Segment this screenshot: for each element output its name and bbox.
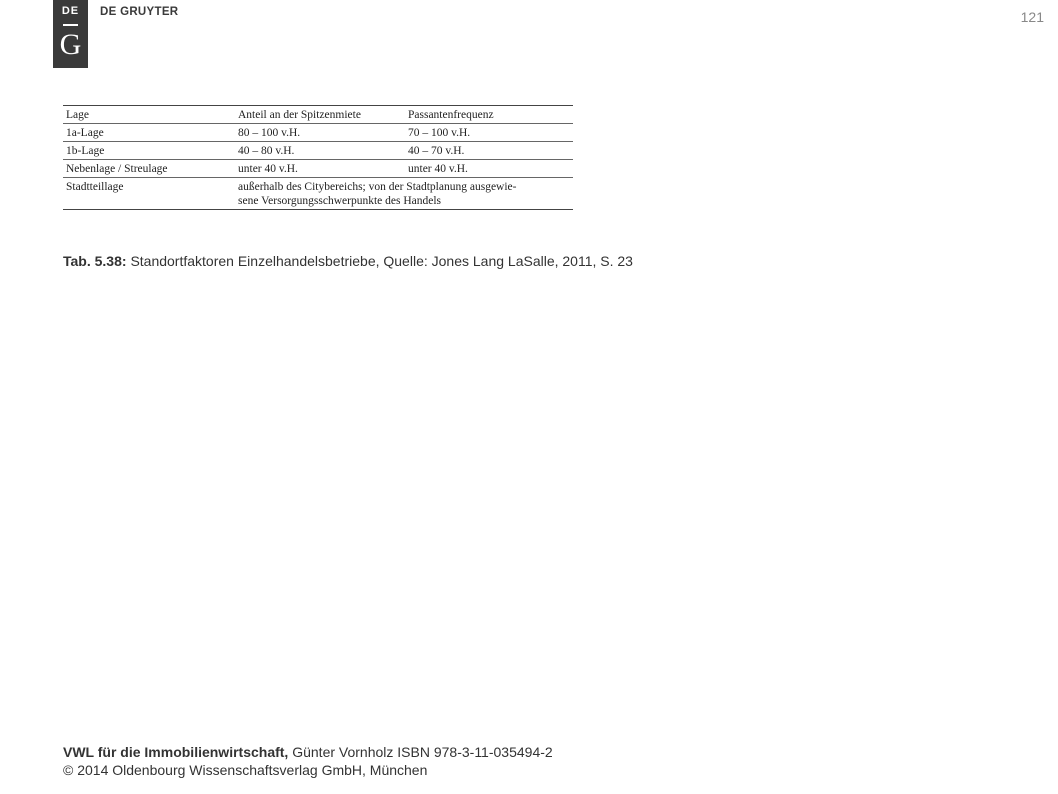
caption-label: Tab. 5.38: <box>63 253 127 269</box>
table-cell: 40 – 80 v.H. <box>235 142 405 160</box>
table-header-row <box>63 106 573 124</box>
table-cell: Stadtteillage <box>63 178 235 210</box>
merged-cell-line: sene Versorgungsschwerpunkte des Handels <box>238 195 442 207</box>
table-row <box>63 124 573 142</box>
page-number: 121 <box>1020 9 1044 25</box>
publisher-logo <box>53 0 88 68</box>
table-cell: Nebenlage / Streulage <box>63 160 235 178</box>
location-table <box>63 105 573 210</box>
table-cell: 1a-Lage <box>63 124 235 142</box>
book-info: Günter Vornholz ISBN 978-3-11-035494-2 <box>292 744 553 760</box>
column-header: Lage <box>63 106 235 124</box>
table-caption <box>63 253 633 269</box>
table-cell: 80 – 100 v.H. <box>235 124 405 142</box>
column-header: Anteil an der Spitzenmiete <box>235 106 405 124</box>
logo-g-letter: G <box>59 28 82 61</box>
table-cell: unter 40 v.H. <box>405 160 573 178</box>
footer <box>63 743 553 779</box>
column-header: Passantenfrequenz <box>405 106 573 124</box>
table-cell: 40 – 70 v.H. <box>405 142 573 160</box>
table-row <box>63 178 573 210</box>
publisher-name: DE GRUYTER <box>100 6 179 18</box>
table-row <box>63 142 573 160</box>
book-title: VWL für die Immobilienwirtschaft, <box>63 744 289 760</box>
table-row <box>63 160 573 178</box>
table-cell: 1b-Lage <box>63 142 235 160</box>
caption-text: Standortfaktoren Einzelhandelsbetriebe, Quelle: Jones Lang LaSalle, 2011, S. 23 <box>130 253 633 269</box>
table-cell-merged <box>235 178 573 210</box>
table-cell: 70 – 100 v.H. <box>405 124 573 142</box>
footer-line-1 <box>63 743 553 761</box>
table-cell: unter 40 v.H. <box>235 160 405 178</box>
logo-de-text: DE <box>61 5 80 17</box>
logo-divider <box>63 24 78 26</box>
table-figure <box>63 105 573 210</box>
copyright: © 2014 Oldenbourg Wissenschaftsverlag GmbH, München <box>63 762 428 778</box>
merged-cell-line: außerhalb des Citybereichs; von der Stadtplanung ausgewie- <box>238 181 517 193</box>
